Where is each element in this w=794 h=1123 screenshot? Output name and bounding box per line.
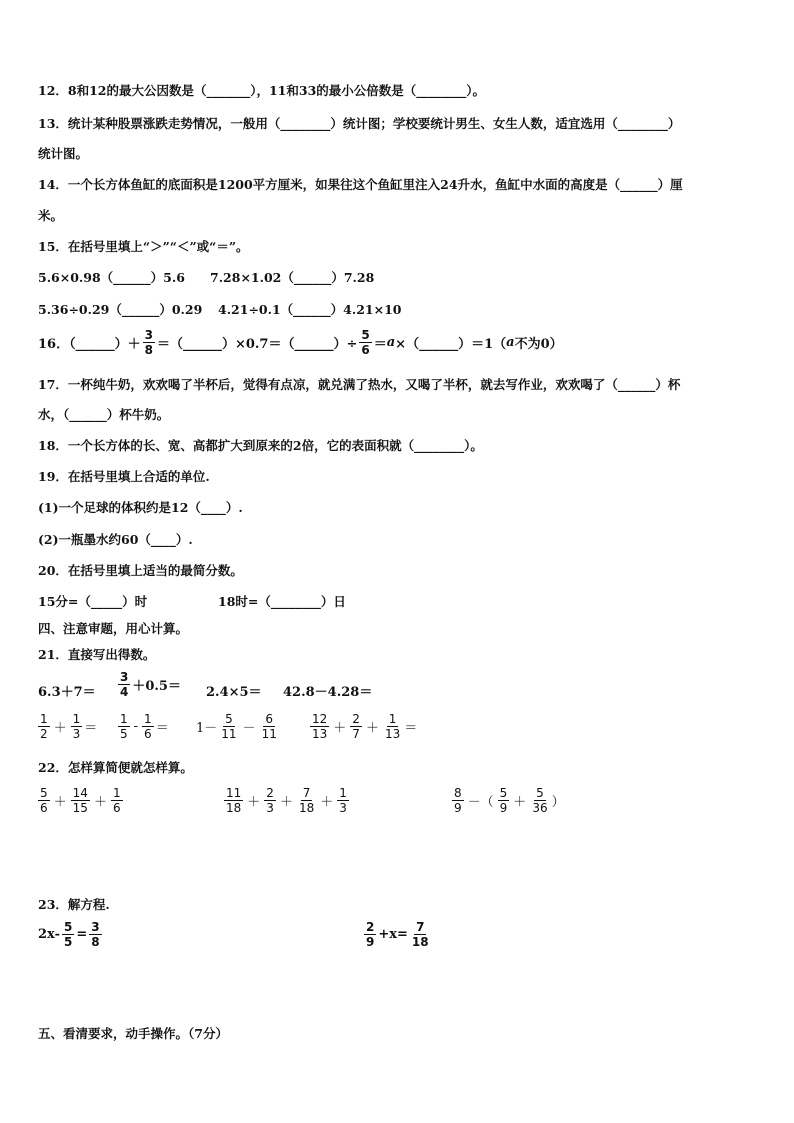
question-17-line2: 水，（______）杯牛奶。 <box>38 407 170 422</box>
question-14-line1: 14．一个长方体鱼缸的底面积是1200平方厘米，如果往这个鱼缸里注入24升水，鱼缸中水面的高度是（______）厘 <box>38 177 683 192</box>
q22-expr-3: $\frac{8}{9}$ －（ $\frac{5}{9}$ ＋ $\frac{5}{36}$ ） <box>454 786 565 815</box>
question-23: 23．解方程. <box>38 897 110 912</box>
q22-expr-2: $\frac{11}{18}$ ＋ $\frac{2}{3}$ ＋ $\frac{7}{18}$ ＋ $\frac{1}{3}$ <box>226 786 347 815</box>
q21-expr-8: $\frac{12}{13}$ ＋ $\frac{2}{7}$ ＋ $\frac{1}{13}$ ＝ <box>312 712 418 741</box>
q21-expr-7: 1－ $\frac{5}{11}$ － $\frac{6}{11}$ <box>196 712 277 741</box>
question-20-item-2: 18时=（________）日 <box>218 594 346 609</box>
question-15-item-3: 5.36÷0.29（______）0.29 <box>38 302 203 317</box>
question-15-item-4: 4.21÷0.1（______）4.21×10 <box>218 302 402 317</box>
q21-expr-2: $\frac{3}{4}$ ＋0.5＝ <box>120 670 181 699</box>
section-5-heading: 五、看清要求，动手操作。（7分） <box>38 1026 228 1041</box>
question-18: 18．一个长方体的长、宽、高都扩大到原来的2倍，它的表面积就（________）。 <box>38 438 483 453</box>
q16-part4: ×（______）＝1（ <box>395 337 507 352</box>
question-17-line1: 17．一杯纯牛奶，欢欢喝了半杯后，觉得有点凉，就兑满了热水，又喝了半杯，就去写作业，欢欢喝了（______）杯 <box>38 377 681 392</box>
question-15: 15．在括号里填上“＞”“＜”或“＝”。 <box>38 239 249 254</box>
q21-expr-3: 2.4×5＝ <box>206 685 262 700</box>
q23-equation-1: 2x- $\frac{5}{5}$ = $\frac{3}{8}$ <box>38 920 100 949</box>
question-19-item-1: (1)一个足球的体积约是12（____）. <box>38 500 243 515</box>
q22-expr-1: $\frac{5}{6}$ ＋ $\frac{14}{15}$ ＋ $\frac{1}{6}$ <box>40 786 121 815</box>
q21-expr-6: $\frac{1}{5}$ - $\frac{1}{6}$ ＝ <box>120 712 169 741</box>
question-15-item-1: 5.6×0.98（______）5.6 <box>38 270 185 285</box>
q21-expr-5: $\frac{1}{2}$ ＋ $\frac{1}{3}$ ＝ <box>40 712 98 741</box>
q16-variable-a: a <box>386 335 396 350</box>
q16-part1: 16．（______）＋ <box>38 337 141 352</box>
question-12: 12．8和12的最大公因数是（_______），11和33的最小公倍数是（________）。 <box>38 83 486 98</box>
question-19-item-2: (2)一瓶墨水约60（____）. <box>38 532 193 547</box>
q23-equation-2: $\frac{2}{9}$ +x= $\frac{7}{18}$ <box>366 920 429 949</box>
q21-expr-1: 6.3＋7＝ <box>38 685 96 700</box>
question-14-line2: 米。 <box>38 208 64 223</box>
q21-fraction-3-4: $\frac{3}{4}$ <box>120 670 129 699</box>
q16-part3: ＝ <box>373 337 387 352</box>
q16-fraction-1: $\frac{3}{8}$ <box>144 328 153 357</box>
q16-part2: ＝（______）×0.7＝（______）÷ <box>156 337 358 352</box>
q21-expr-4: 42.8－4.28＝ <box>283 685 373 700</box>
q16-variable-a-2: a <box>506 335 515 350</box>
question-19: 19．在括号里填上合适的单位. <box>38 469 210 484</box>
question-20-item-1: 15分=（_____）时 <box>38 594 148 609</box>
question-21: 21．直接写出得数。 <box>38 647 156 662</box>
question-20: 20．在括号里填上适当的最简分数。 <box>38 563 243 578</box>
question-13-line2: 统计图。 <box>38 146 89 161</box>
question-13-line1: 13．统计某种股票涨跌走势情况，一般用（________）统计图；学校要统计男生、女生人数，适宜选用（________） <box>38 116 681 131</box>
q16-part5: 不为0） <box>514 337 563 352</box>
q16-fraction-2: $\frac{5}{6}$ <box>361 328 370 357</box>
question-22: 22．怎样算简便就怎样算。 <box>38 760 193 775</box>
question-16 <box>38 328 563 357</box>
section-4-heading: 四、注意审题，用心计算。 <box>38 621 189 636</box>
question-15-item-2: 7.28×1.02（______）7.28 <box>210 270 375 285</box>
